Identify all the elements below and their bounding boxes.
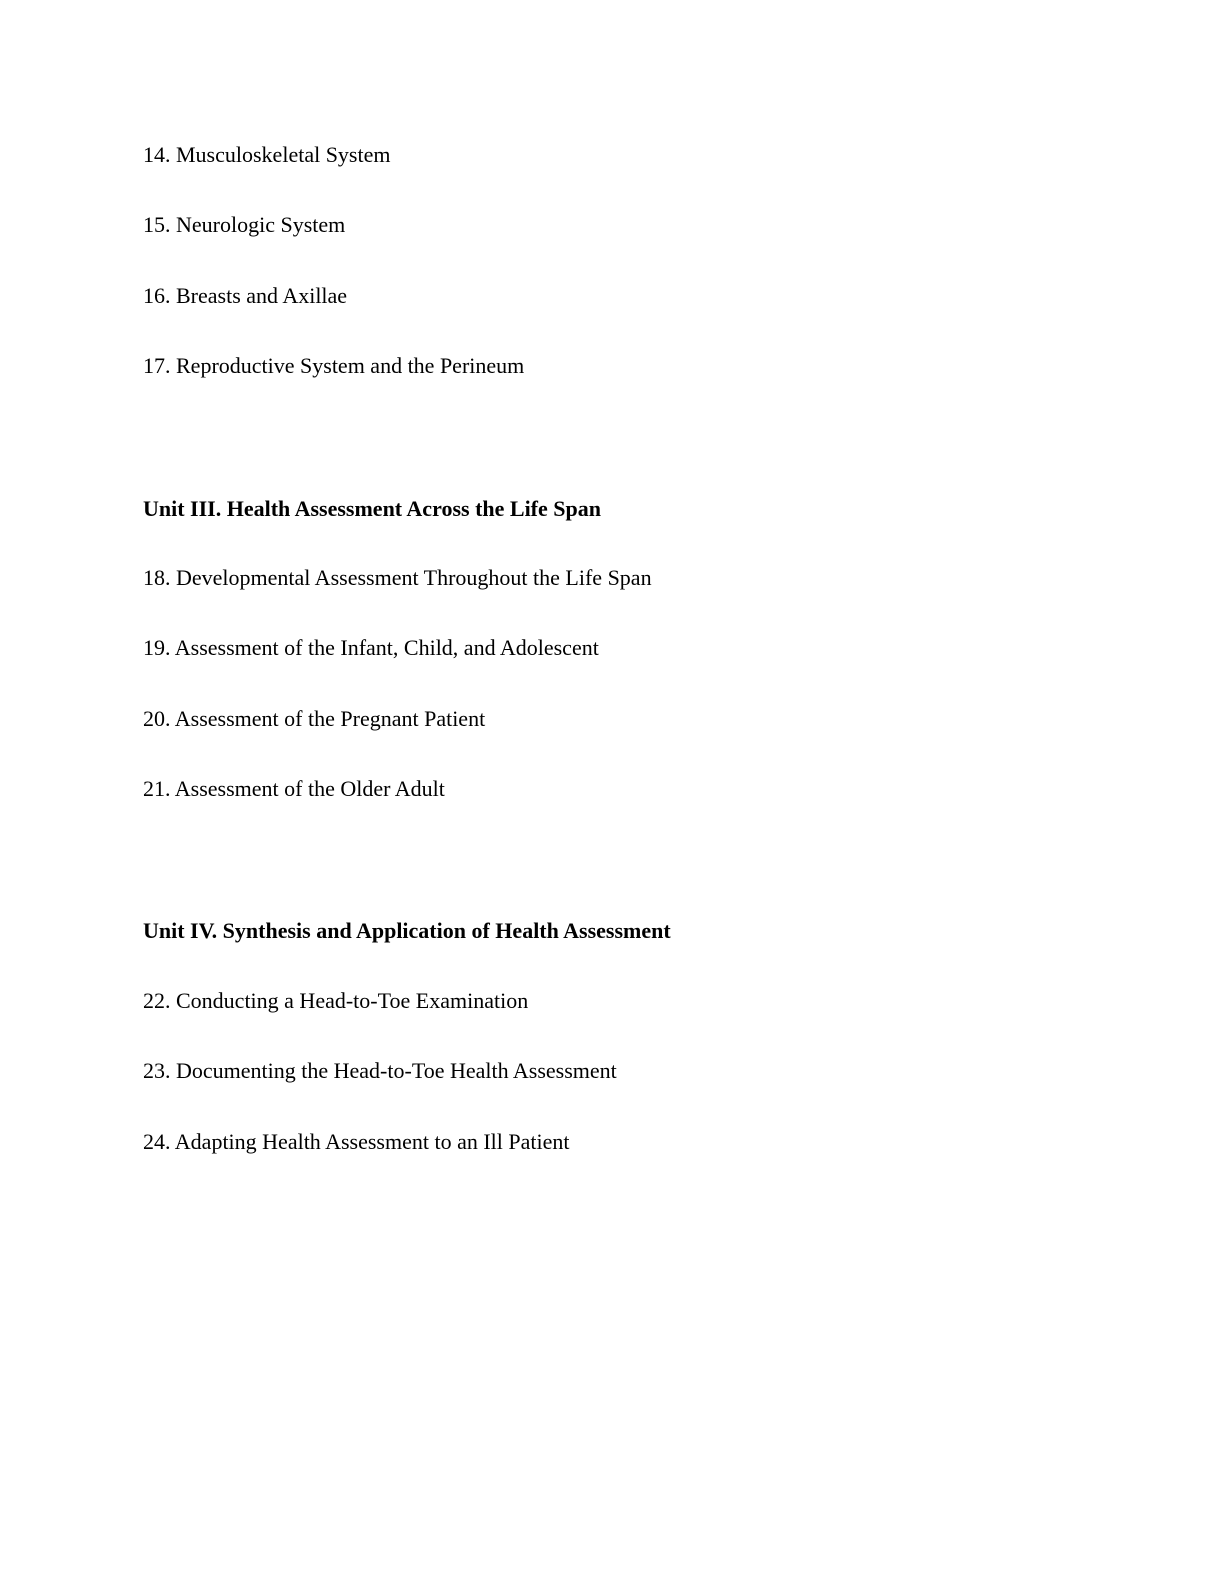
toc-item-14: 14. Musculoskeletal System xyxy=(143,142,391,167)
toc-item-18: 18. Developmental Assessment Throughout the Life Span xyxy=(143,565,652,590)
toc-item-19: 19. Assessment of the Infant, Child, and Adolescent xyxy=(143,635,599,660)
toc-item-21: 21. Assessment of the Older Adult xyxy=(143,776,445,801)
toc-item-16: 16. Breasts and Axillae xyxy=(143,283,348,308)
toc-item-22: 22. Conducting a Head-to-Toe Examination xyxy=(143,988,529,1013)
toc-item-23: 23. Documenting the Head-to-Toe Health Assessment xyxy=(143,1058,617,1083)
toc-item-15: 15. Neurologic System xyxy=(143,212,346,237)
toc-item-17: 17. Reproductive System and the Perineum xyxy=(143,353,525,378)
toc-item-24: 24. Adapting Health Assessment to an Ill Patient xyxy=(143,1129,570,1154)
toc-item-20: 20. Assessment of the Pregnant Patient xyxy=(143,706,486,731)
unit-3-heading: Unit III. Health Assessment Across the Life Span xyxy=(143,496,601,521)
unit-4-heading: Unit IV. Synthesis and Application of Health Assessment xyxy=(143,918,671,943)
